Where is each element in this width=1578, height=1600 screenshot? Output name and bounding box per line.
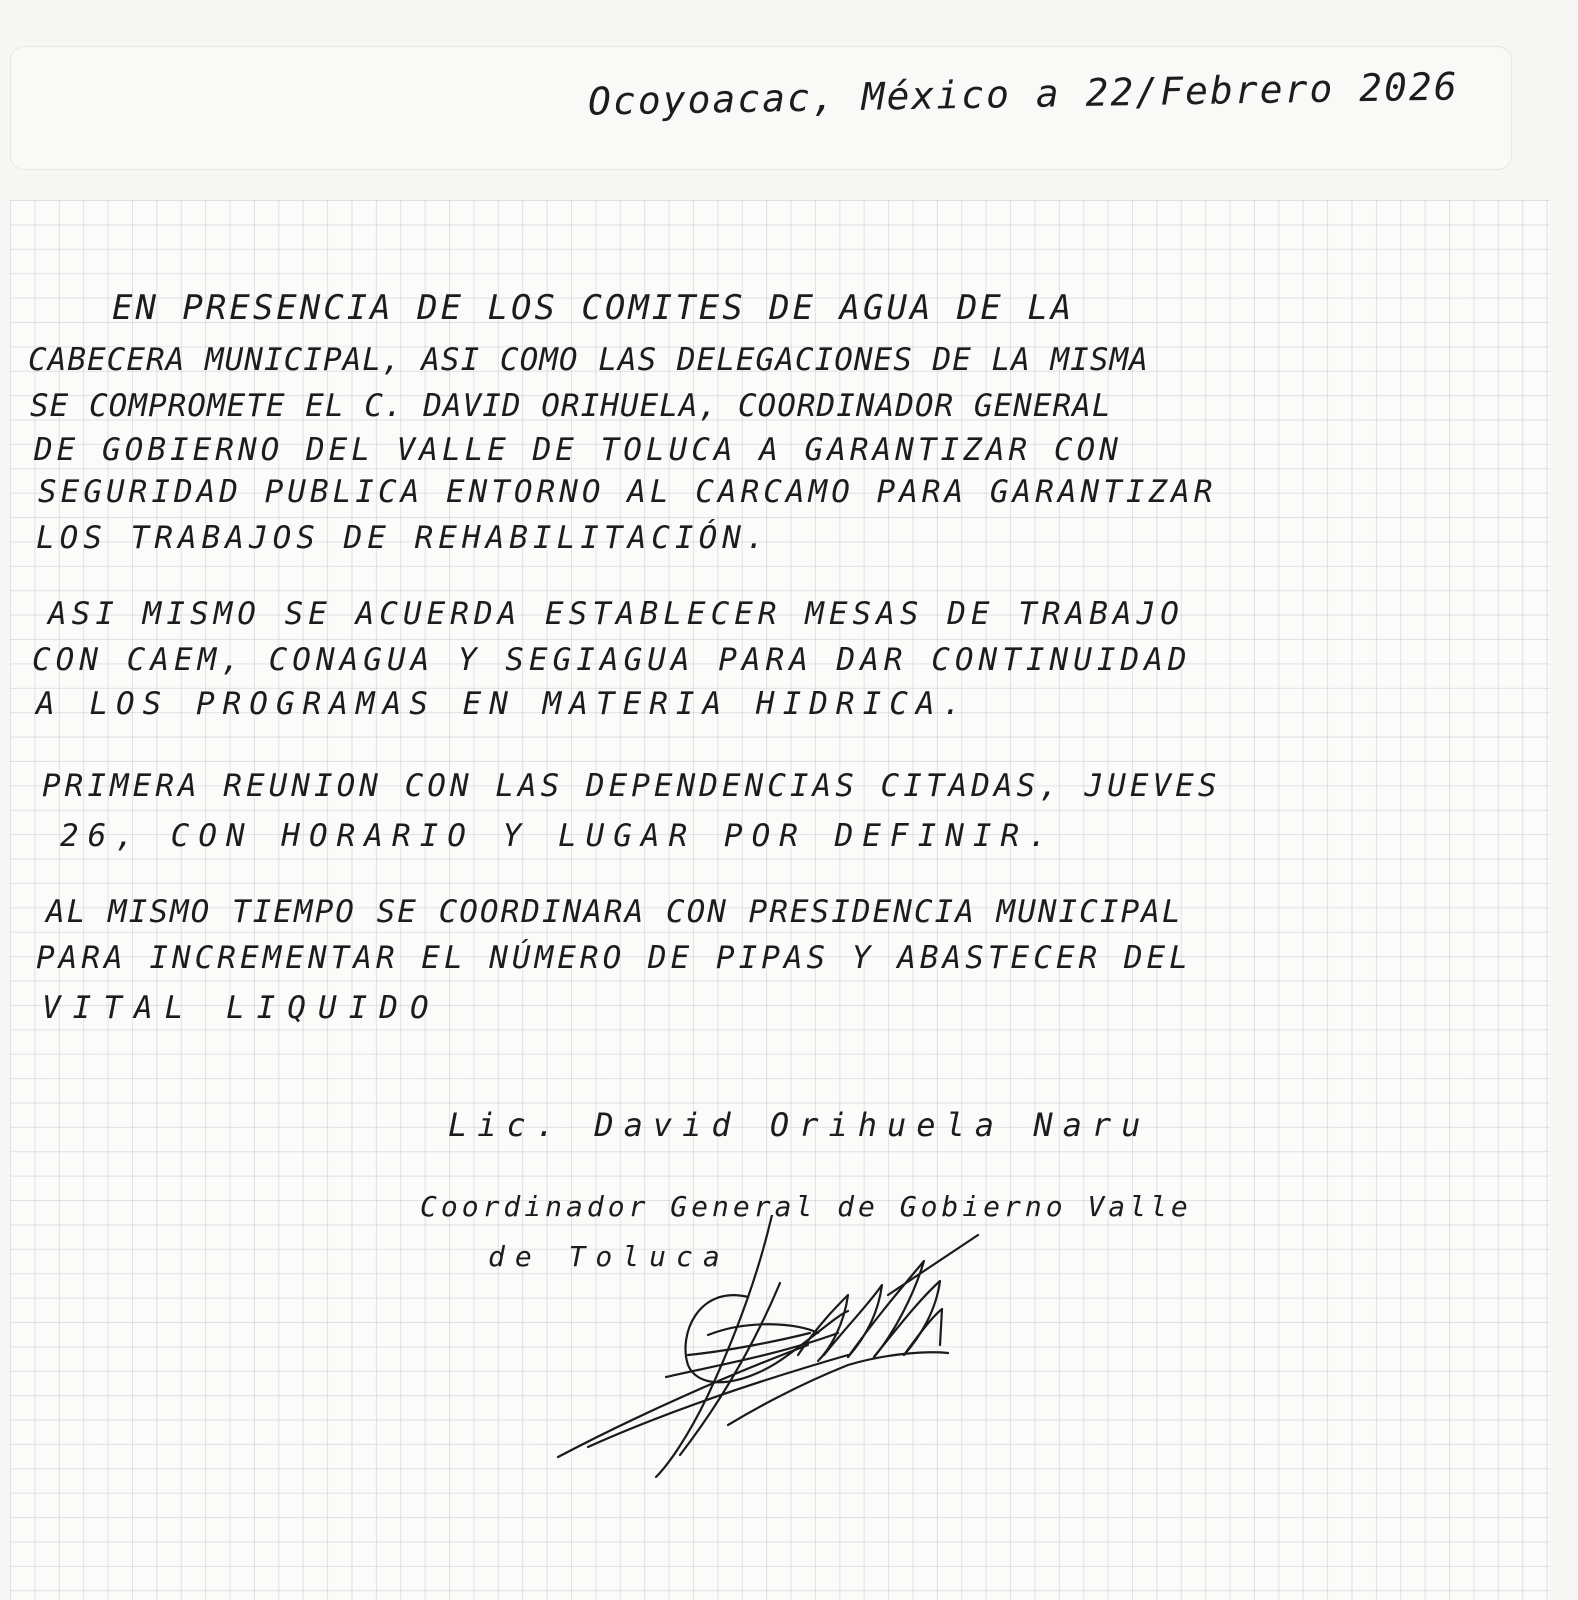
paragraph-4-line-1: AL MISMO TIEMPO SE COORDINARA CON PRESIDENCIA MUNICIPAL (46, 894, 1183, 930)
paragraph-2-line-3: A LOS PROGRAMAS EN MATERIA HIDRICA. (36, 686, 970, 722)
handwritten-signature (548, 1215, 988, 1485)
paragraph-4-line-3: VITAL LIQUIDO (42, 990, 441, 1026)
paragraph-1-line-3: SE COMPROMETE EL C. DAVID ORIHUELA, COORDINADOR GENERAL (30, 388, 1112, 424)
paragraph-1-line-1: EN PRESENCIA DE LOS COMITES DE AGUA DE LA (112, 288, 1075, 328)
paragraph-1-line-4: DE GOBIERNO DEL VALLE DE TOLUCA A GARANTIZAR CON (34, 432, 1122, 468)
signer-title-line-2: de Toluca (488, 1240, 730, 1273)
paragraph-1-line-2: CABECERA MUNICIPAL, ASI COMO LAS DELEGACIONES DE LA MISMA (28, 342, 1149, 378)
signer-name: Lic. David Orihuela Naru (448, 1106, 1151, 1144)
signer-title-line-1: Coordinador General de Gobierno Valle (420, 1190, 1192, 1223)
paragraph-2-line-1: ASI MISMO SE ACUERDA ESTABLECER MESAS DE TRABAJO (48, 596, 1184, 632)
paragraph-3-line-1: PRIMERA REUNION CON LAS DEPENDENCIAS CITADAS, JUEVES (42, 768, 1221, 804)
paragraph-3-line-2: 26, CON HORARIO Y LUGAR POR DEFINIR. (60, 818, 1056, 854)
paragraph-2-line-2: CON CAEM, CONAGUA Y SEGIAGUA PARA DAR CONTINUIDAD (32, 642, 1192, 678)
paragraph-1-line-6: LOS TRABAJOS DE REHABILITACIÓN. (36, 520, 770, 556)
date-line: Ocoyoacac, México a 22/Febrero 2026 (587, 64, 1460, 124)
paragraph-4-line-2: PARA INCREMENTAR EL NÚMERO DE PIPAS Y ABASTECER DEL (36, 940, 1192, 976)
paragraph-1-line-5: SEGURIDAD PUBLICA ENTORNO AL CARCAMO PARA GARANTIZAR (38, 474, 1217, 510)
